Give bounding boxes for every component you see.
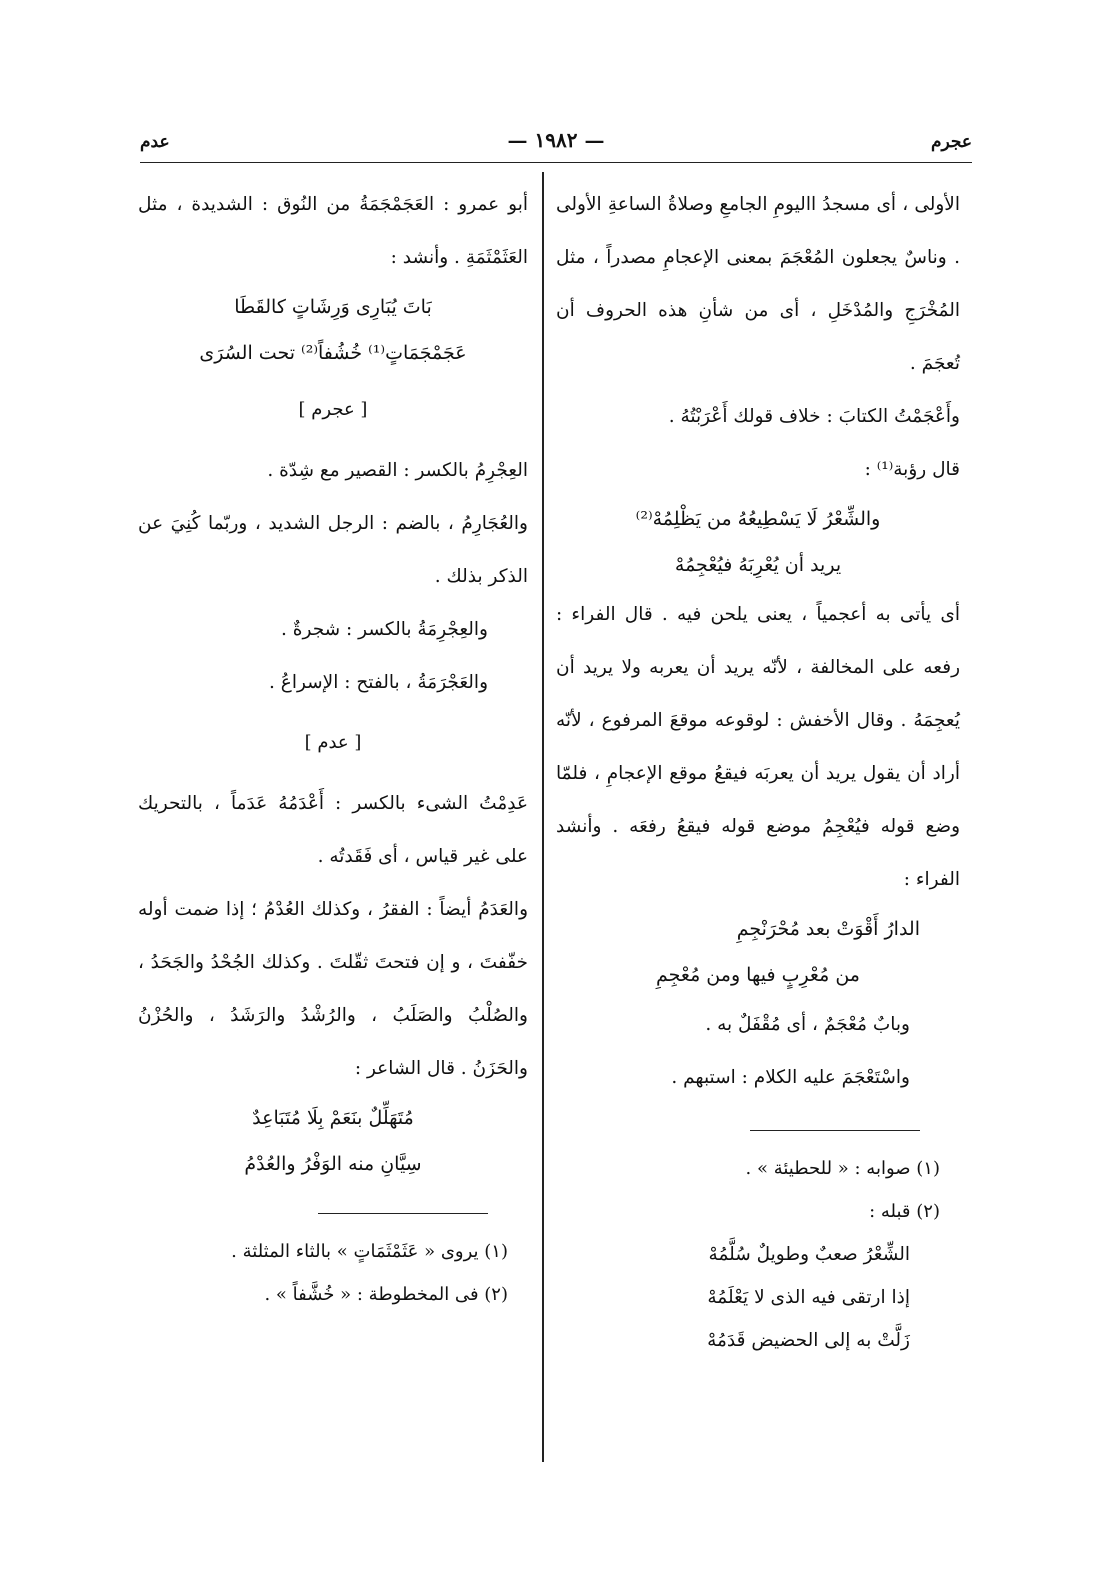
verse-line: مُتَهَلِّلٌ بنَعَمْ بِلَا مُتَبَاعِدٌ: [252, 1107, 414, 1129]
footnote: (٢) قبله :: [869, 1201, 940, 1222]
paragraph: واسْتَعْجَمَ عليه الكلام : استبهم .: [671, 1067, 910, 1088]
footnote-verse: الشِّعْرُ صعبٌ وطويلٌ سُلَّمُهْ: [708, 1244, 910, 1265]
header-keyword-left: عدم: [140, 132, 170, 152]
paragraph: العِجْرِمُ بالكسر : القصير مع شِدّة .: [267, 460, 528, 481]
paragraph: الأولى ، أى مسجدُ االيومِ الجامعِ وصلاةُ الساعةِ الأولى . وناسٌ يجعلون المُعْجَمَ بمعنى الإعجامِ مصدراً ، مثل المُخْرَجِ والمُدْخَلِ ، أى من شأنِ هذه الحروف أن تُعجَمَ .: [556, 194, 960, 374]
header-rule: [140, 162, 972, 163]
paragraph: والعِجْرِمَةُ بالكسر : شجرةٌ .: [281, 619, 488, 640]
footnote-verse: إذا ارتقى فيه الذى لا يَعْلَمُهْ: [707, 1287, 910, 1308]
footnote: (١) صوابه : « للحطيئة » .: [745, 1158, 940, 1179]
entry-title: [ عدم ]: [304, 732, 362, 753]
footnote-rule: [318, 1213, 488, 1214]
verse-line: سِيَّانِ منه الوَفْرُ والعُدْمُ: [244, 1153, 422, 1175]
entry-title: [ عجرم ]: [298, 399, 368, 420]
verse-line: عَجَمْجَمَاتٍ⁽¹⁾ خُشُفاً⁽²⁾ تحت السُرَى: [199, 342, 467, 364]
paragraph: والعُجَارِمُ ، بالضم : الرجل الشديد ، وربّما كُنِيَ عن الذكر بذلك .: [138, 513, 528, 587]
verse-line: يريد أن يُعْرِبَهُ فيُعْجِمُهْ: [674, 554, 842, 576]
right-column: [556, 178, 960, 1362]
paragraph: وبابٌ مُعْجَمٌ ، أى مُقْفَلٌ به .: [705, 1014, 910, 1035]
verse-line: من مُعْرِبٍ فيها ومن مُعْجِمِ: [656, 964, 860, 986]
verse-line: والشِّعْرُ لَا يَسْطِيعُهُ من يَظْلِمُهْ⁽²⁾: [635, 508, 881, 530]
paragraph: والعَدَمُ أيضاً : الفقرُ ، وكذلك العُدْمُ ؛ إذا ضمت أوله خفّفتَ ، و إن فتحتَ ثقّلتَ . وكذلك الجُحْدُ والجَحَدُ ، والصُلْبُ والصَلَبُ ، والرُشْدُ والرَشَدُ ، والحُزْنُ والحَزَنُ . قال الشاعر :: [138, 899, 528, 1079]
footnote: (٢) فى المخطوطة : « خُشَّفاً » .: [264, 1284, 508, 1305]
paragraph: والعَجْرَمَةُ ، بالفتح : الإسراعُ .: [269, 672, 488, 693]
left-column: [138, 178, 528, 1316]
paragraph: عَدِمْتُ الشىء بالكسر : أَعْدَمُهُ عَدَماً ، بالتحريك على غير قياس ، أى فَقَدتُه .: [138, 793, 528, 867]
paragraph: وأَعْجَمْتُ الكتابَ : خلاف قولك أَعْرَبْتُهُ .: [668, 406, 960, 427]
page-header: [140, 128, 972, 160]
footnote: (١) يروى « عَثَمْثَمَاتٍ » بالثاء المثلثة .: [231, 1241, 508, 1262]
verse-line: الدارُ أَقْوَتْ بعد مُحْرَنْجِمِ: [736, 918, 920, 940]
paragraph: أى يأتى به أعجمياً ، يعنى يلحن فيه . قال الفراء : رفعه على المخالفة ، لأنّه يريد أن يعربه ولا يريد أن يُعجِمَهُ . وقال الأخفش : لوقوعه موقعَ المرفوع ، لأنّه أراد أن يقول يريد أن يعربَه فيقعُ موقع الإعجامِ ، فلمّا وضع قوله فيُعْجِمُ موضع قوله فيقعُ رفعَه . وأنشد الفراء :: [556, 604, 960, 890]
verse-line: بَاتَ يُبَارِى وَرِشَاتٍ كالقَطَا: [234, 296, 432, 318]
header-keyword-right: عجرم: [930, 132, 972, 152]
footnote-verse: زَلَّتْ به إلى الحضيض قَدَمُهْ: [707, 1330, 910, 1351]
paragraph: أبو عمرو : العَجَمْجَمَةُ من النُوق : الشديدة ، مثل العَثَمْثَمَةِ . وأنشد :: [138, 194, 528, 268]
page-number: — ١٩٨٢ —: [507, 128, 605, 152]
paragraph: قال رؤبة⁽¹⁾ :: [864, 459, 960, 480]
footnote-rule: [750, 1130, 920, 1131]
column-divider: [542, 172, 544, 1462]
